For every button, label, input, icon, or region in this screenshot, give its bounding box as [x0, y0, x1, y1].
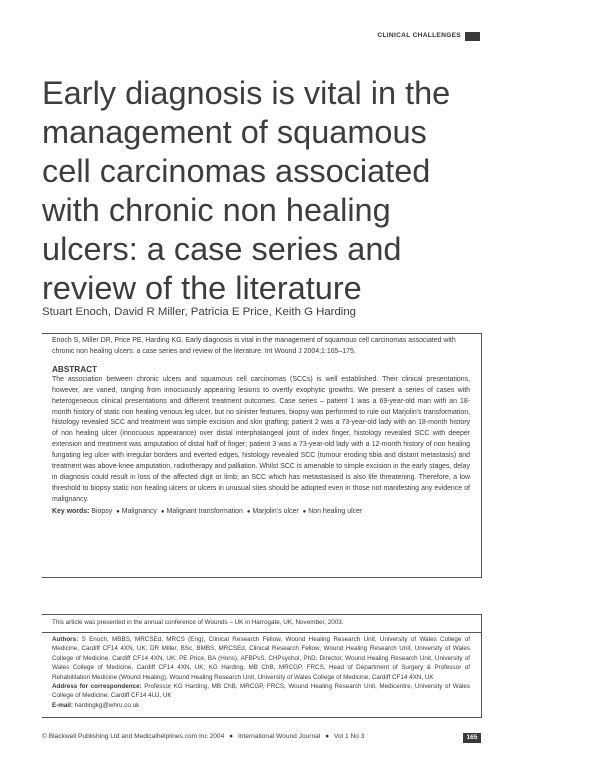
article-title: Early diagnosis is vital in the management of squamous cell carcinomas associated with chronic non healing ulcers: a case series and review of the literature	[42, 75, 451, 306]
citation: Enoch S, Miller DR, Price PE, Harding KG. Early diagnosis is vital in the management of squamous cell carcinomas associated with chronic non healing ulcers: a case series and review of the literature. Int Wound J 2004;1:165–175.	[52, 337, 456, 355]
correspondence	[52, 682, 470, 701]
email-label: E-mail:	[52, 701, 73, 709]
abstract-text: The association between chronic ulcers and squamous cell carcinomas (SCCs) is well established. Their clinical presentations, however, are varied, ranging from innocuously appearing lesions to overtly exophytic growths. We present a series of cases with heterogeneous clinical presentations and different treatment outcomes. Case series – patient 1 was a 69-year-old man with an 18-month history of static non healing venous leg ulcer, but no sinister features, biopsy was performed to rule out Marjolin’s transformation, histology revealed SCC and treatment was simple excision and skin grafting; patient 2 was a 73-year-old lady with an 18-month history of non healing ulcer (innocuous appearance) over distal interphalangeal joint of index finger, histology revealed SCC with deeper extension and treatment was amputation of distal half of finger; patient 3 was a 73-year-old lady with a 12-month history of non healing fungating leg ulcer with irregular borders and everted edges, histology revealed SCC (tumour eroding tibia and distant metastasis) and treatment was above-knee amputation, radiotherapy and palliation. Whilst SCC is amenable to simple excision in the early stages, delay in diagnosis could result in loss of the affected digit or limb; an SCC which has metastasised is also life threatening. Therefore, a low threshold to biopsy static non healing ulcers or ulcers in unusual sites should be adopted even in those not manifesting any evidence of malignancy.	[52, 375, 470, 503]
keywords	[52, 507, 470, 518]
footer-copyright: © Blackwell Publishing Ltd and Medicalhelplines.com Inc 2004	[42, 733, 225, 740]
footer-journal: International Wound Journal	[237, 733, 321, 740]
abstract-content	[52, 336, 470, 518]
keyword-item: Marjolin’s ulcer	[252, 507, 299, 515]
author-info-content	[52, 635, 470, 710]
section-bar	[465, 32, 480, 41]
keyword-separator: ●	[160, 508, 165, 515]
authors-label: Authors:	[52, 636, 79, 643]
keywords-label: Key words:	[52, 507, 90, 515]
abstract-heading: ABSTRACT	[52, 364, 98, 374]
correspondence-label: Address for correspondence:	[52, 683, 142, 691]
correspondence-text: Professor KG Harding, MB ChB, MRCGP, FRCS, Wound Healing Research Unit, Medicentre, University of Wales College of Medicine, Cardiff CF14 4UJ, UK	[52, 683, 470, 700]
footer-separator: ●	[325, 733, 330, 740]
footer	[42, 733, 452, 740]
footer-separator: ●	[229, 733, 234, 740]
author-info-box	[42, 633, 482, 717]
keyword-item: Malignant transformation	[166, 507, 243, 515]
email-address[interactable]: hardingkg@whru.co.uk	[74, 701, 140, 709]
authors-detail	[52, 635, 470, 682]
keyword-separator: ●	[302, 508, 307, 515]
footer-volume: Vol 1 No 3	[333, 733, 365, 740]
keyword-item: Non healing ulcer	[308, 507, 363, 515]
page-number: 165	[463, 733, 481, 743]
keyword-separator: ●	[116, 508, 120, 515]
conference-note: This article was presented in the annual conference of Wounds – UK in Harrogate, UK, November, 2003.	[42, 614, 482, 632]
article-authors: Stuart Enoch, David R Miller, Patricia E Price, Keith G Harding	[42, 306, 356, 318]
middle-rule	[42, 577, 482, 578]
authors-detail-text: S Enoch, MBBS, MRCSEd, MRCS (Eng), Clinical Research Fellow, Wound Healing Research Unit, University of Wales College of Medicine, Cardiff CF14 4XN, UK; DR Miller, BSc, BMBS, MRCSEd, Clinical Research Fellow, Wound Healing Research Unit, University of Wales College of Medicine, Cardiff CF14 4XN, UK; PE Price, BA (Hons), AFBPsS, CHPsychol, PhD, Director, Wound Healing Research Unit, University of Wales College of Medicine, Cardiff CF14 4XN, UK; KG Harding, MB ChB, MRCGP, FRCS, Head of Department of Surgery & Professor of Rehabilitation Medicine (Wound Healing), Wound Healing Research Unit, University of Wales College of Medicine, Cardiff CF14 4XN, UK	[52, 636, 471, 681]
keyword-item: Malignancy	[121, 507, 157, 515]
abstract-box	[42, 333, 482, 577]
email-line	[52, 701, 470, 710]
keyword-item: Biopsy	[91, 507, 113, 515]
section-label: CLINICAL CHALLENGES	[377, 32, 461, 39]
keyword-separator: ●	[246, 508, 251, 515]
bottom-rule	[42, 717, 482, 718]
